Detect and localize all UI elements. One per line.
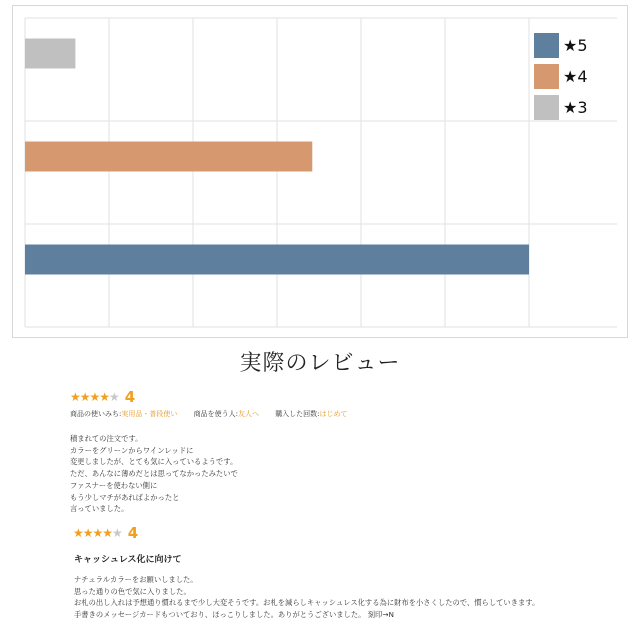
review-2-body: ナチュラルカラーをお願いしました。 思った通りの色で気に入りました。 お札の出し入れは予想通り慣れるまで少し大変そうです。お札を減らしキャッシュレス化する為に財布を小さくしたので、慣らしていきます。 手書きのメッセージカードもついており、ほっこりしました。ありがとうございました。 刻印→N bbox=[74, 575, 540, 620]
rating-chart bbox=[12, 5, 628, 338]
chart-legend bbox=[534, 30, 588, 123]
legend-item-4 bbox=[534, 61, 588, 91]
review-1-body: 積まれての注文です。 カラーをグリーンからワインレッドに 変更しましたが、とても気に入っているようです。 ただ、あんなに薄めだとは思ってなかったみたいで ファスナーを使わない側に もう少しマチがあればよかったと 言っていました。 bbox=[70, 434, 238, 514]
legend-swatch-5 bbox=[534, 33, 559, 58]
meta-usage-value: 実用品・普段使い bbox=[121, 410, 178, 418]
review-2-score: 4 bbox=[127, 524, 139, 542]
meta-usage-label: 商品の使いみち: bbox=[70, 410, 122, 418]
legend-item-5 bbox=[534, 30, 588, 60]
review-1-rating bbox=[70, 388, 630, 406]
bar-star-4 bbox=[25, 142, 312, 172]
legend-label-3: ★3 bbox=[563, 97, 588, 117]
review-2-stars-empty: ★ bbox=[112, 526, 122, 540]
bar-star-3 bbox=[25, 39, 75, 69]
review-1-stars-filled: ★★★★ bbox=[70, 390, 110, 404]
review-2-rating bbox=[73, 524, 630, 542]
review-2-heading: キャッシュレス化に向けて bbox=[74, 555, 182, 565]
review-1-stars bbox=[70, 390, 119, 404]
bar-star-5 bbox=[25, 245, 529, 275]
meta-user-value: 友人へ bbox=[237, 410, 259, 418]
legend-label-4: ★4 bbox=[563, 66, 588, 86]
review-1-meta bbox=[70, 409, 630, 419]
review-2 bbox=[70, 524, 630, 621]
review-1 bbox=[70, 388, 630, 515]
meta-count-label: 購入した回数: bbox=[275, 410, 320, 418]
meta-count-value: はじめて bbox=[319, 410, 348, 418]
review-2-stars bbox=[73, 526, 122, 540]
legend-swatch-3 bbox=[534, 95, 559, 120]
meta-user-label: 商品を使う人: bbox=[193, 410, 238, 418]
review-1-stars-empty: ★ bbox=[109, 390, 119, 404]
legend-item-3 bbox=[534, 92, 588, 122]
section-title: 実際のレビュー bbox=[239, 351, 401, 376]
legend-label-5: ★5 bbox=[563, 35, 588, 55]
review-2-stars-filled: ★★★★ bbox=[73, 526, 113, 540]
legend-swatch-4 bbox=[534, 64, 559, 89]
review-1-score: 4 bbox=[124, 388, 136, 406]
